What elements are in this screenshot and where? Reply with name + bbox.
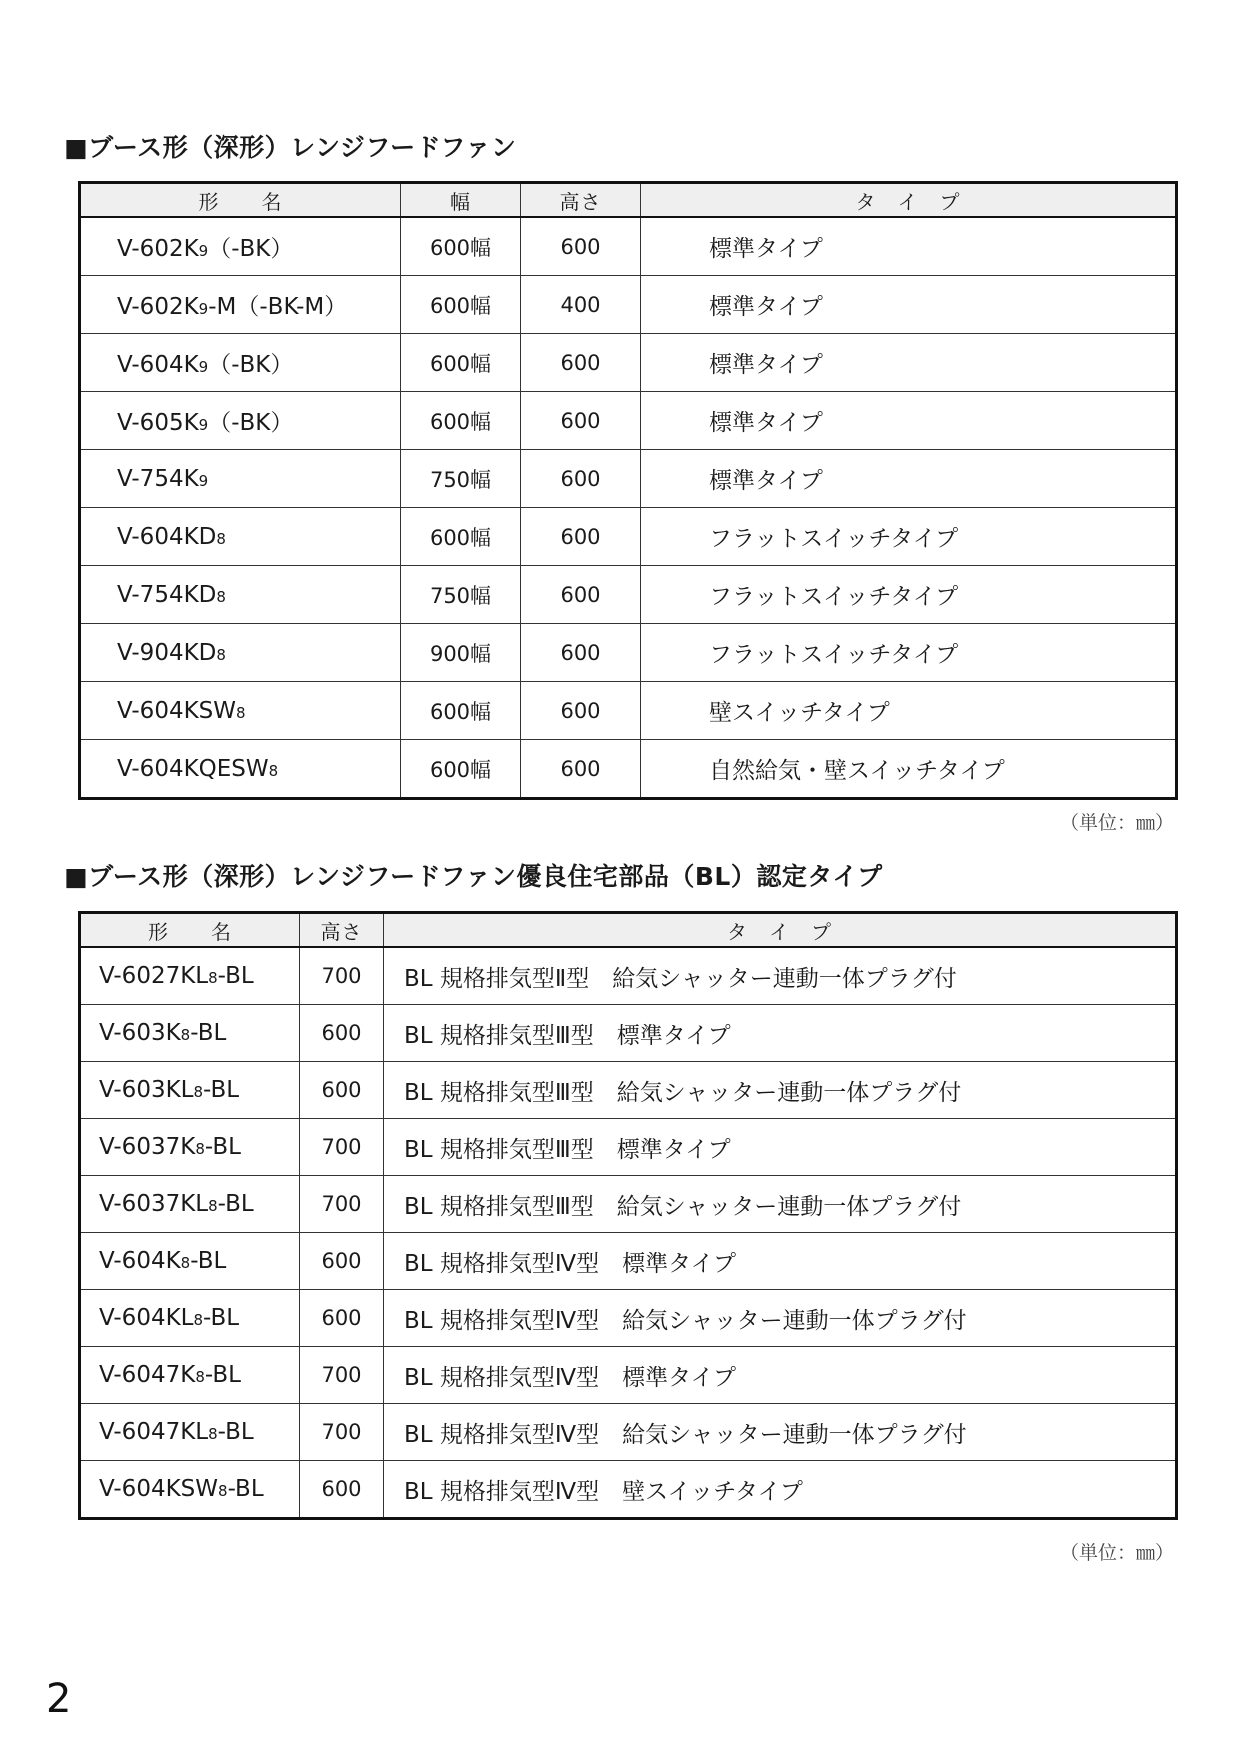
model-name-version: 8 [268,761,279,780]
model-name-base: V-602K [117,294,199,320]
model-name-suffix: -M（-BK-M） [208,294,348,320]
model-name-version: 8 [193,1083,204,1101]
model-name-suffix: （-BK） [208,410,294,436]
table-row [80,1119,1177,1176]
type-cell: 標準タイプ [641,450,1177,508]
model-name-base: V-754KD [117,581,217,608]
model-name-version: 8 [208,1197,218,1215]
model-name-base: V-604KQESW [117,755,269,782]
table-header-row [80,913,1177,948]
model-name-suffix: -BL [217,963,254,989]
model-name-cell [80,1176,300,1233]
table-row [80,566,1177,624]
model-name-base: V-603KL [99,1077,194,1103]
width-cell: 900幅 [401,624,521,682]
height-cell: 600 [521,334,641,392]
model-name-version: 8 [180,1026,191,1044]
height-cell: 700 [300,1347,384,1404]
table-row [80,1005,1177,1062]
type-cell: フラットスイッチタイプ [641,566,1177,624]
page-number: 2 [46,1676,72,1722]
model-name-version: 8 [216,587,226,606]
table-row [80,334,1177,392]
bl-certified-spec-table [78,911,1178,1520]
height-cell: 600 [521,217,641,276]
table-row [80,947,1177,1005]
height-cell: 400 [521,276,641,334]
table-row [80,217,1177,276]
model-name-suffix: -BL [203,1077,240,1103]
type-cell: BL 規格排気型Ⅲ型 標準タイプ [384,1005,1177,1062]
model-name-cell [80,450,401,508]
model-name-version: 9 [198,416,209,434]
header-model-name: 形 名 [80,913,300,948]
type-cell: 標準タイプ [641,276,1177,334]
type-cell: 標準タイプ [641,217,1177,276]
model-name-cell [80,1233,300,1290]
model-name-version: 8 [236,703,246,722]
height-cell: 600 [521,740,641,799]
table-row [80,1233,1177,1290]
height-cell: 600 [521,508,641,566]
model-name-base: V-604KSW [117,697,237,724]
width-cell: 600幅 [401,334,521,392]
type-cell: BL 規格排気型Ⅳ型 壁スイッチタイプ [384,1461,1177,1519]
model-name-version: 8 [218,1482,228,1500]
width-cell: 750幅 [401,450,521,508]
model-name-version: 8 [216,529,226,548]
model-name-suffix: -BL [227,1476,264,1502]
height-cell: 600 [521,624,641,682]
width-cell: 600幅 [401,392,521,450]
model-name-version: 9 [198,471,209,490]
range-hood-spec-table [78,181,1178,800]
model-name-cell [80,1005,300,1062]
model-name-cell [80,392,401,450]
model-name-base: V-604KL [99,1305,194,1331]
type-cell: 自然給気・壁スイッチタイプ [641,740,1177,799]
height-cell: 600 [300,1005,384,1062]
model-name-version: 8 [216,645,226,664]
model-name-cell [80,1404,300,1461]
model-name-cell [80,276,401,334]
model-name-version: 8 [193,1311,204,1329]
height-cell: 600 [300,1062,384,1119]
header-width: 幅 [401,183,521,218]
table-row [80,1062,1177,1119]
type-cell: BL 規格排気型Ⅱ型 給気シャッター連動一体プラグ付 [384,947,1177,1005]
model-name-cell [80,1119,300,1176]
model-name-suffix: （-BK） [208,236,294,262]
model-name-base: V-754K [117,465,199,492]
table-row [80,1404,1177,1461]
table-row [80,392,1177,450]
table-header-row [80,183,1177,218]
height-cell: 700 [300,947,384,1005]
table-row [80,624,1177,682]
height-cell: 600 [300,1461,384,1519]
header-height: 高さ [300,913,384,948]
header-type: タ イ プ [641,183,1177,218]
model-name-suffix: -BL [190,1020,227,1046]
model-name-cell [80,508,401,566]
width-cell: 600幅 [401,740,521,799]
height-cell: 600 [300,1290,384,1347]
model-name-base: V-604K [117,352,199,378]
model-name-cell [80,217,401,276]
model-name-version: 8 [195,1368,205,1386]
type-cell: BL 規格排気型Ⅳ型 給気シャッター連動一体プラグ付 [384,1404,1177,1461]
table-row [80,450,1177,508]
table-row [80,1461,1177,1519]
model-name-suffix: -BL [217,1419,254,1445]
table-row [80,276,1177,334]
model-name-cell [80,740,401,799]
type-cell: 標準タイプ [641,334,1177,392]
table-row [80,740,1177,799]
table-row [80,1176,1177,1233]
height-cell: 600 [300,1233,384,1290]
unit-note: （単位：㎜） [1059,1542,1174,1564]
model-name-base: V-6037K [99,1134,196,1160]
model-name-suffix: -BL [204,1134,241,1160]
model-name-base: V-904KD [117,639,217,666]
height-cell: 600 [521,682,641,740]
model-name-cell [80,1461,300,1519]
model-name-version: 8 [195,1140,205,1158]
model-name-cell [80,947,300,1005]
model-name-suffix: -BL [203,1305,240,1331]
model-name-version: 8 [208,969,218,987]
width-cell: 600幅 [401,508,521,566]
model-name-version: 9 [198,242,209,260]
type-cell: BL 規格排気型Ⅳ型 標準タイプ [384,1347,1177,1404]
height-cell: 700 [300,1119,384,1176]
width-cell: 600幅 [401,276,521,334]
height-cell: 700 [300,1176,384,1233]
type-cell: BL 規格排気型Ⅳ型 給気シャッター連動一体プラグ付 [384,1290,1177,1347]
model-name-base: V-6047K [99,1362,196,1388]
type-cell: フラットスイッチタイプ [641,508,1177,566]
type-cell: BL 規格排気型Ⅲ型 給気シャッター連動一体プラグ付 [384,1062,1177,1119]
type-cell: 壁スイッチタイプ [641,682,1177,740]
width-cell: 600幅 [401,217,521,276]
model-name-cell [80,682,401,740]
width-cell: 750幅 [401,566,521,624]
type-cell: BL 規格排気型Ⅲ型 給気シャッター連動一体プラグ付 [384,1176,1177,1233]
header-height: 高さ [521,183,641,218]
header-model-name: 形 名 [80,183,401,218]
table-row [80,1290,1177,1347]
height-cell: 700 [300,1404,384,1461]
type-cell: フラットスイッチタイプ [641,624,1177,682]
model-name-suffix: -BL [217,1191,254,1217]
model-name-base: V-603K [99,1020,181,1046]
model-name-base: V-604KD [117,523,217,550]
table-row [80,1347,1177,1404]
model-name-cell [80,1290,300,1347]
type-cell: BL 規格排気型Ⅳ型 標準タイプ [384,1233,1177,1290]
width-cell: 600幅 [401,682,521,740]
header-type: タ イ プ [384,913,1177,948]
model-name-base: V-6027KL [99,963,209,989]
model-name-base: V-604KSW [99,1476,219,1502]
height-cell: 600 [521,392,641,450]
model-name-suffix: -BL [204,1362,241,1388]
height-cell: 600 [521,566,641,624]
table-row [80,508,1177,566]
model-name-suffix: （-BK） [208,352,294,378]
model-name-cell [80,1347,300,1404]
height-cell: 600 [521,450,641,508]
section-title-range-hood: ■ブース形（深形）レンジフードファン [64,133,517,162]
model-name-version: 9 [198,300,209,318]
type-cell: BL 規格排気型Ⅲ型 標準タイプ [384,1119,1177,1176]
model-name-cell [80,334,401,392]
section-title-bl-certified: ■ブース形（深形）レンジフードファン優良住宅部品（BL）認定タイプ [64,862,883,891]
model-name-base: V-6047KL [99,1419,209,1445]
model-name-version: 8 [180,1254,191,1272]
model-name-version: 8 [208,1425,218,1443]
model-name-cell [80,566,401,624]
unit-note: （単位：㎜） [1059,812,1174,834]
model-name-suffix: -BL [190,1248,227,1274]
model-name-cell [80,624,401,682]
table-row [80,682,1177,740]
model-name-base: V-6037KL [99,1191,209,1217]
model-name-version: 9 [198,358,209,376]
model-name-base: V-604K [99,1248,181,1274]
model-name-cell [80,1062,300,1119]
model-name-base: V-605K [117,410,199,436]
type-cell: 標準タイプ [641,392,1177,450]
model-name-base: V-602K [117,236,199,262]
